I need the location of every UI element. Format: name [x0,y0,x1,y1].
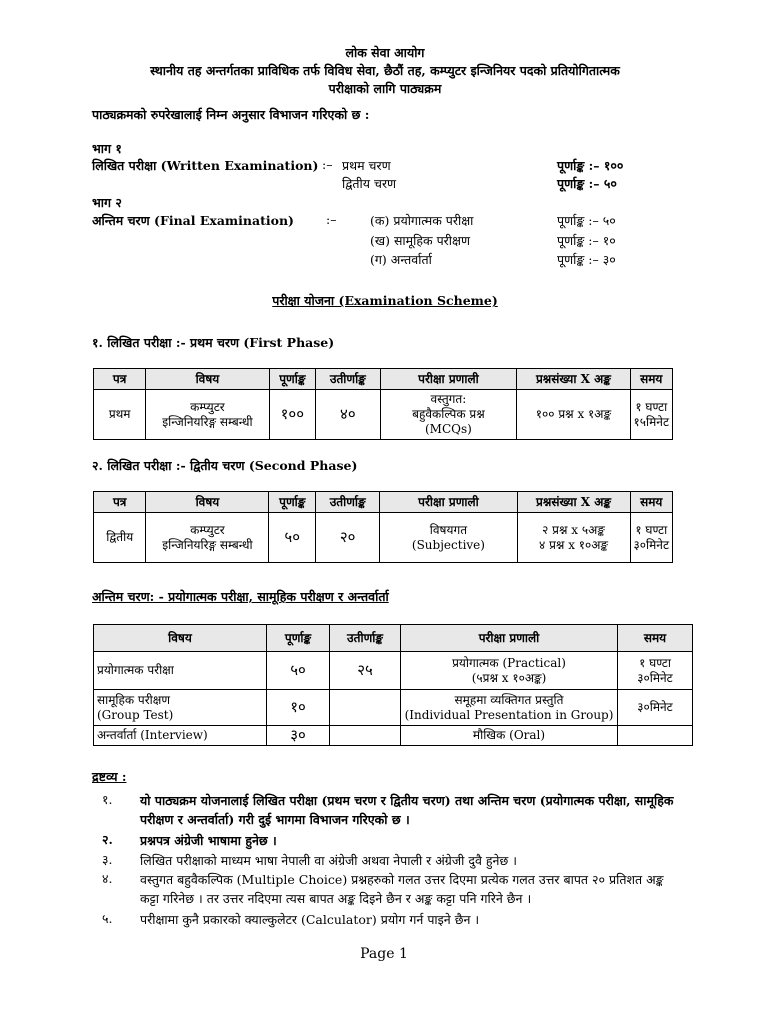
table-row [94,390,673,440]
table-cell: कम्प्युटर इन्जिनियरिङ्ग सम्बन्धी [146,390,269,440]
part2-marks-1: पूर्णाङ्क :– ५० [557,213,616,228]
table-header-row [94,492,673,513]
scheme-title: परीक्षा योजना (Examination Scheme) [272,293,498,308]
note-text: वस्तुगत बहुवैकल्पिक (Multiple Choice) प्रश्नहरुको गलत उत्तर दिएमा प्रत्येक गलत उत्तर बापत २० प्रतिशत अङ्क कट्टा गरिनेछ । तर उत्तर नदिएमा त्यस बापत अङ्क दिइने छैन र अङ्क कट्टा पनि गरिने छैन । [140,872,664,906]
col-header: परीक्षा प्रणाली [380,492,517,513]
col-header: समय [630,492,672,513]
final-heading: अन्तिम चरण: - प्रयोगात्मक परीक्षा, सामूहिक परीक्षण र अन्तर्वार्ता [92,589,389,604]
col-header: परीक्षा प्रणाली [380,369,517,390]
table-header-row [94,625,693,652]
col-header: प्रश्नसंख्या X अङ्क [517,369,630,390]
doc-title: लोक सेवा आयोग [345,45,425,60]
table-cell: ५० [269,513,316,563]
table-cell [330,690,401,726]
doc-subtitle: स्थानीय तह अन्तर्गतका प्राविधिक तर्फ विविध सेवा, छैठौं तह, कम्प्युटर इन्जिनियर पदको प्रतियोगितात्मक [150,63,620,78]
col-header: पूर्णाङ्क [267,625,330,652]
note-number: १. [102,792,113,807]
table-cell: सामूहिक परीक्षण (Group Test) [94,690,267,726]
notes-title: द्रष्टव्य : [92,769,127,784]
part1-stage-1: प्रथम चरण [342,158,391,173]
note-number: २. [102,832,113,847]
note-text: लिखित परीक्षाको माध्यम भाषा नेपाली वा अंग्रेजी अथवा नेपाली र अंग्रेजी दुवै हुनेछ । [140,853,517,868]
part1-title: भाग १ [92,141,122,156]
col-header: पत्र [94,369,146,390]
col-header: समय [630,369,672,390]
table-row [94,726,693,746]
table-cell [330,726,401,746]
table-cell: ५० [267,652,330,690]
final-table [93,624,693,746]
col-header: समय [618,625,693,652]
table-cell: २ प्रश्न x ५अङ्क ४ प्रश्न x १०अङ्क [517,513,630,563]
table-cell: प्रथम [94,390,146,440]
note-text: प्रश्नपत्र अंग्रेजी भाषामा हुनेछ । [140,833,277,848]
part2-title: भाग २ [92,195,122,210]
col-header: परीक्षा प्रणाली [401,625,618,652]
part2-marks-3: पूर्णाङ्क :– ३० [557,252,616,267]
table-cell: २० [316,513,380,563]
table-cell: अन्तर्वार्ता (Interview) [94,726,267,746]
table-cell: समूहमा व्यक्तिगत प्रस्तुति (Individual Presentation in Group) [401,690,618,726]
note-text: यो पाठ्यक्रम योजनालाई लिखित परीक्षा (प्रथम चरण र द्वितीय चरण) तथा अन्तिम चरण (प्रयोगात्मक परीक्षा, सामूहिक परीक्षण र अन्तर्वार्ता) गरी दुई भागमा विभाजन गरिएको छ । [140,793,674,827]
phase2-heading: २. लिखित परीक्षा :- द्वितीय चरण (Second Phase) [92,458,358,473]
table-cell: १० [267,690,330,726]
col-header: विषय [94,625,267,652]
table-cell: १०० प्रश्न x १अङ्क [517,390,630,440]
col-header: उतीर्णाङ्क [316,369,380,390]
note-number: ५. [102,911,113,926]
table-cell: वस्तुगत: बहुवैकल्पिक प्रश्न (MCQs) [380,390,517,440]
part1-marks-2: पूर्णाङ्क :– ५० [557,176,617,191]
note-number: ३. [102,852,113,867]
part1-label: लिखित परीक्षा (Written Examination) [92,158,319,173]
col-header: विषय [146,369,269,390]
col-header: विषय [146,492,269,513]
note-text: परीक्षामा कुनै प्रकारको क्याल्कुलेटर (Calculator) प्रयोग गर्न पाइने छैन । [140,912,480,927]
part1-marks-1: पूर्णाङ्क :– १०० [557,158,624,173]
table-row [94,690,693,726]
part2-stage-2: (ख) सामूहिक परीक्षण [370,233,471,248]
col-header: पूर्णाङ्क [269,492,316,513]
doc-subtitle-2: परीक्षाको लागि पाठ्यक्रम [328,81,442,96]
col-header: पत्र [94,492,146,513]
part1-stage-2: द्वितीय चरण [342,176,397,191]
part2-stage-1: (क) प्रयोगात्मक परीक्षा [370,213,474,228]
note-number: ४. [102,871,113,886]
table-cell: ३०मिनेट [618,690,693,726]
table-cell: कम्प्युटर इन्जिनियरिङ्ग सम्बन्धी [146,513,269,563]
page-number: Page 1 [360,946,408,962]
col-header: पूर्णाङ्क [269,369,316,390]
phase2-table [93,491,673,563]
table-cell: प्रयोगात्मक परीक्षा [94,652,267,690]
part2-marks-2: पूर्णाङ्क :– १० [557,233,616,248]
table-cell: ३० [267,726,330,746]
table-cell: १ घण्टा ३०मिनेट [630,513,672,563]
part2-label: अन्तिम चरण (Final Examination) [92,213,294,228]
table-cell: १ घण्टा ३०मिनेट [618,652,693,690]
table-cell: द्वितीय [94,513,146,563]
table-header-row [94,369,673,390]
col-header: उतीर्णाङ्क [316,492,380,513]
table-cell [618,726,693,746]
intro-text: पाठ्यक्रमको रुपरेखालाई निम्न अनुसार विभाजन गरिएको छ : [92,107,370,122]
part2-dash: :– [326,212,337,227]
table-cell: ४० [316,390,380,440]
part1-dash: :– [322,157,333,172]
table-cell: प्रयोगात्मक (Practical) (५प्रश्न x १०अङ्क) [401,652,618,690]
table-cell: मौखिक (Oral) [401,726,618,746]
phase1-heading: १. लिखित परीक्षा :- प्रथम चरण (First Phase) [92,335,335,350]
table-cell: १ घण्टा १५मिनेट [630,390,672,440]
table-row [94,513,673,563]
table-cell: विषयगत (Subjective) [380,513,517,563]
phase1-table [93,368,673,440]
col-header: उतीर्णाङ्क [330,625,401,652]
table-cell: १०० [269,390,316,440]
part2-stage-3: (ग) अन्तर्वार्ता [370,252,432,267]
table-row [94,652,693,690]
col-header: प्रश्नसंख्या X अङ्क [517,492,630,513]
table-cell: २५ [330,652,401,690]
